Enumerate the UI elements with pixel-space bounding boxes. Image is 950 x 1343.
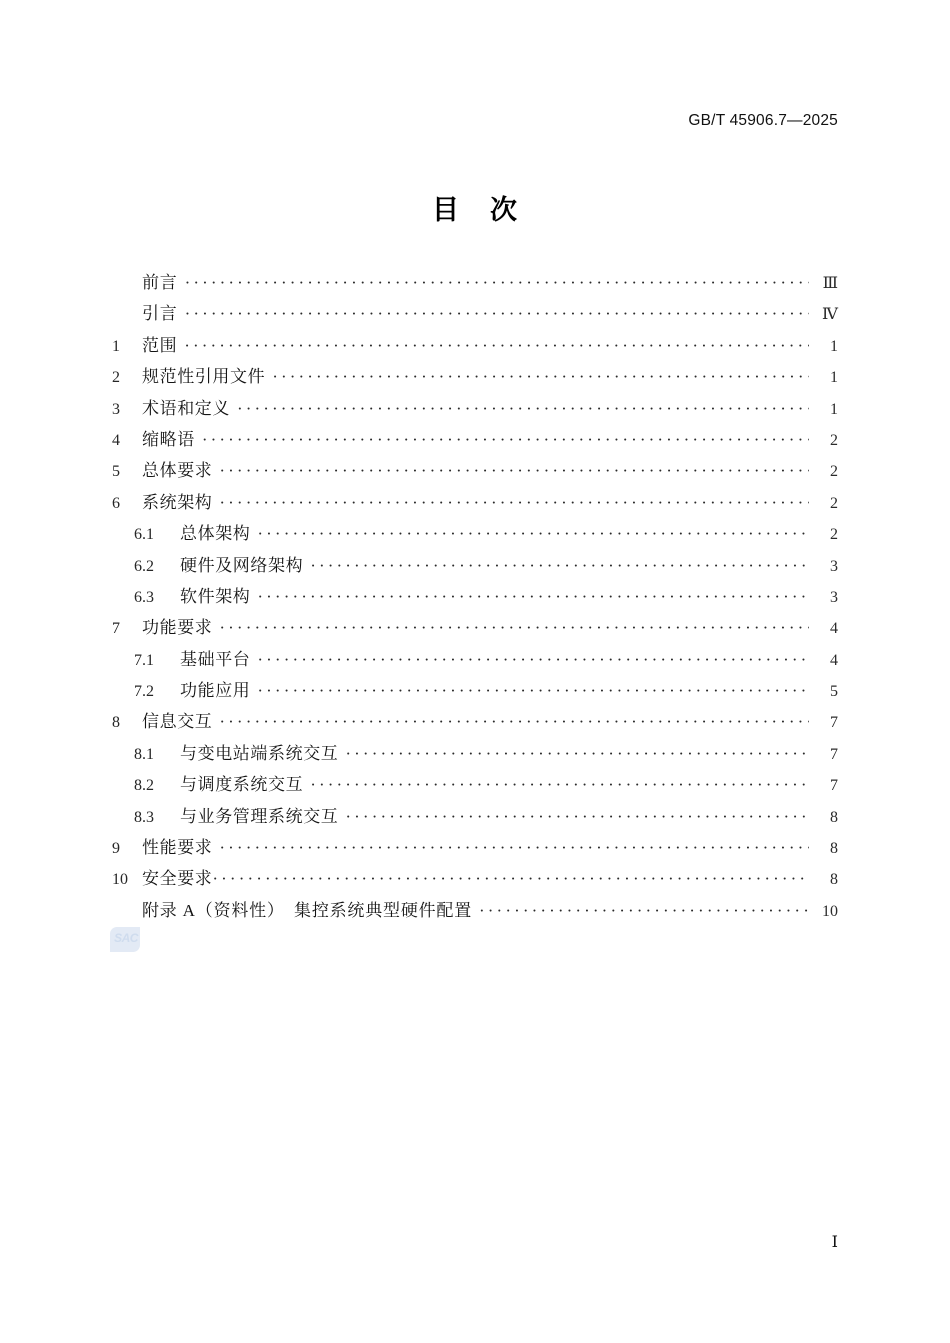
toc-entry-label: 软件架构 <box>180 586 251 606</box>
toc-entry-label: 性能要求 <box>142 838 213 858</box>
toc-entry-label: 与变电站端系统交互 <box>180 743 339 763</box>
toc-dot-leader <box>219 839 809 856</box>
toc-entry[interactable] <box>112 770 838 801</box>
toc-entry-label: 与调度系统交互 <box>180 775 304 795</box>
toc-entry-number: 8.3 <box>134 808 154 826</box>
toc-entry-page-number: 2 <box>830 431 838 449</box>
toc-entry[interactable] <box>112 645 838 676</box>
toc-entry-number: 10 <box>112 871 128 889</box>
toc-entry[interactable] <box>112 802 838 833</box>
toc-entry-label: 信息交互 <box>142 712 213 732</box>
page-title-char-1: 目 <box>432 195 460 225</box>
toc-dot-leader <box>219 713 809 730</box>
toc-entry-number: 9 <box>112 840 120 858</box>
toc-entry-page-number: Ⅳ <box>822 306 838 324</box>
toc-entry-label: 基础平台 <box>180 649 251 669</box>
table-of-contents <box>112 268 838 927</box>
toc-entry-page-number: 1 <box>830 337 838 355</box>
toc-entry-label: 与业务管理系统交互 <box>180 806 339 826</box>
toc-entry-label: 规范性引用文件 <box>142 367 266 387</box>
toc-entry-label: 系统架构 <box>142 492 213 512</box>
toc-entry[interactable] <box>112 299 838 330</box>
toc-entry-page-number: 2 <box>830 494 838 512</box>
toc-entry-label: 总体要求 <box>142 461 213 481</box>
toc-entry[interactable] <box>112 864 838 895</box>
toc-entry-label: 前言 <box>142 273 178 292</box>
toc-entry-label: 功能应用 <box>180 681 251 701</box>
toc-entry-page-number: Ⅲ <box>822 275 838 292</box>
toc-entry-page-number: 1 <box>830 400 838 418</box>
toc-entry-number: 7 <box>112 620 120 638</box>
toc-entry-page-number: 8 <box>830 840 838 858</box>
toc-entry-number: 8.1 <box>134 745 154 763</box>
toc-entry-page-number: 8 <box>830 871 838 889</box>
toc-entry-number: 4 <box>112 431 120 449</box>
toc-entry[interactable] <box>112 456 838 487</box>
sac-watermark-logo <box>110 927 140 952</box>
toc-dot-leader <box>257 588 809 605</box>
toc-entry-number: 1 <box>112 337 120 355</box>
toc-entry[interactable] <box>112 739 838 770</box>
toc-entry-page-number: 7 <box>830 777 838 795</box>
toc-entry[interactable] <box>112 519 838 550</box>
toc-entry-label: 总体架构 <box>180 524 251 544</box>
toc-entry-number: 7.1 <box>134 651 154 669</box>
toc-entry[interactable] <box>112 362 838 393</box>
toc-entry-label: 附录 A（资料性） 集控系统典型硬件配置 <box>142 900 473 920</box>
toc-dot-leader <box>185 274 809 291</box>
toc-entry-label: 硬件及网络架构 <box>180 555 304 575</box>
toc-dot-leader <box>310 557 809 574</box>
toc-entry-number: 2 <box>112 369 120 387</box>
toc-entry-number: 7.2 <box>134 683 154 701</box>
toc-entry-label: 范围 <box>142 335 178 355</box>
toc-entry-page-number: 3 <box>830 588 838 606</box>
toc-entry-page-number: 2 <box>830 463 838 481</box>
toc-entry[interactable] <box>112 833 838 864</box>
toc-dot-leader <box>345 808 809 825</box>
toc-dot-leader <box>257 525 809 542</box>
toc-entry-label: 术语和定义 <box>142 398 230 418</box>
toc-entry[interactable] <box>112 268 838 299</box>
toc-entry-label: 安全要求 <box>142 869 213 889</box>
toc-dot-leader <box>219 462 809 479</box>
toc-dot-leader <box>345 745 809 762</box>
toc-entry[interactable] <box>112 896 838 927</box>
toc-entry[interactable] <box>112 488 838 519</box>
toc-entry-number: 6.3 <box>134 588 154 606</box>
toc-dot-leader <box>272 368 809 385</box>
toc-entry-page-number: 4 <box>830 651 838 669</box>
toc-entry-page-number: 8 <box>830 808 838 826</box>
folio-page-number: Ⅰ <box>831 1234 838 1251</box>
page-title <box>0 188 950 227</box>
toc-dot-leader <box>237 400 809 417</box>
toc-entry-number: 8 <box>112 714 120 732</box>
toc-dot-leader <box>219 619 809 636</box>
toc-entry-page-number: 10 <box>822 902 838 920</box>
toc-dot-leader <box>219 494 809 511</box>
toc-dot-leader <box>184 337 809 354</box>
toc-entry-label: 引言 <box>142 304 178 324</box>
toc-dot-leader <box>257 682 809 699</box>
toc-dot-leader <box>479 902 809 919</box>
toc-entry-label: 缩略语 <box>142 429 195 449</box>
toc-entry-number: 6.2 <box>134 557 154 575</box>
toc-dot-leader <box>310 776 809 793</box>
toc-entry[interactable] <box>112 331 838 362</box>
toc-entry-number: 6 <box>112 494 120 512</box>
toc-entry[interactable] <box>112 394 838 425</box>
toc-entry-number: 6.1 <box>134 526 154 544</box>
toc-entry-page-number: 7 <box>830 745 838 763</box>
page-title-char-2: 次 <box>490 195 518 225</box>
standard-number-header: GB/T 45906.7—2025 <box>688 112 838 129</box>
toc-entry-page-number: 1 <box>830 369 838 387</box>
toc-entry-page-number: 2 <box>830 526 838 544</box>
toc-entry-label: 功能要求 <box>142 618 213 638</box>
toc-entry-number: 5 <box>112 463 120 481</box>
toc-dot-leader <box>257 651 809 668</box>
toc-entry-page-number: 3 <box>830 557 838 575</box>
toc-entry[interactable] <box>112 613 838 644</box>
toc-entry[interactable] <box>112 676 838 707</box>
toc-entry-number: 3 <box>112 400 120 418</box>
toc-entry-page-number: 4 <box>830 620 838 638</box>
toc-entry[interactable] <box>112 707 838 738</box>
toc-entry[interactable] <box>112 425 838 456</box>
toc-dot-leader <box>185 305 809 322</box>
toc-entry[interactable] <box>112 582 838 613</box>
toc-entry-page-number: 5 <box>830 683 838 701</box>
toc-entry[interactable] <box>112 551 838 582</box>
toc-entry-page-number: 7 <box>830 714 838 732</box>
watermark-text: SAC <box>114 931 138 945</box>
toc-dot-leader <box>212 870 809 887</box>
toc-dot-leader <box>202 431 809 448</box>
toc-entry-number: 8.2 <box>134 777 154 795</box>
